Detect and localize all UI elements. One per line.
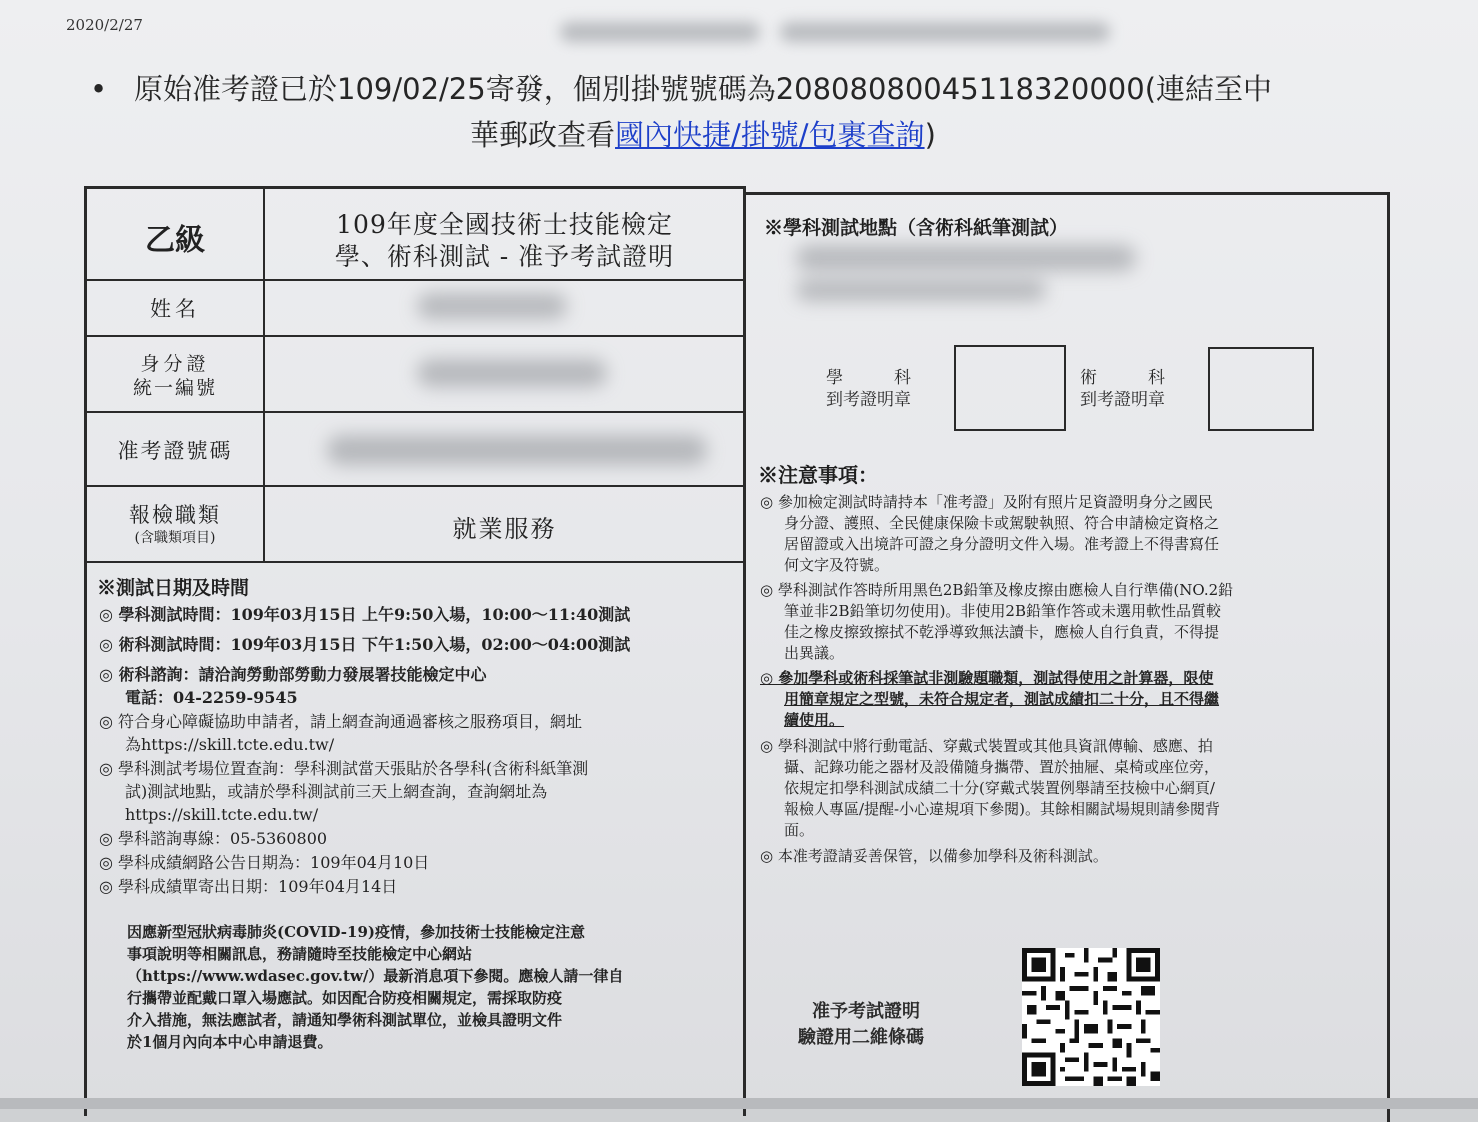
schedule-item: 試)測試地點，或請於學科測試前三天上網查詢，查詢網址為	[125, 782, 548, 801]
schedule-item: ◎ 學科諮詢專線：05-5360800	[99, 829, 328, 848]
category-value: 就業服務	[452, 515, 557, 543]
covid-notice-line: 行攜帶並配戴口罩入場應試。如因配合防疫相關規定，需採取防疫	[127, 989, 563, 1007]
category-label: 報檢職類	[129, 503, 221, 527]
covid-notice-line: 介入措施，無法應試者，請通知學術科測試單位，並檢具證明文件	[127, 1011, 563, 1029]
certificate-title-line-2: 學、術科測試 - 准予考試證明	[334, 242, 675, 271]
schedule-item: 電話：04-2259-9545	[125, 688, 298, 707]
redacted-location	[796, 245, 1136, 271]
table-divider	[87, 335, 746, 337]
schedule-item: ◎ 學科測試考場位置查詢：學科測試當天張貼於各學科(含術科紙筆測	[99, 759, 589, 778]
redacted-header-title-2	[780, 22, 1110, 42]
note-line-emphasis: 續使用。	[784, 711, 845, 729]
note-line: 依規定扣學科測試成績二十分(穿戴式裝置例舉請至技檢中心網頁/	[784, 779, 1215, 797]
screen-bottom-edge	[0, 1098, 1478, 1109]
covid-notice-line: 事項說明等相關訊息，務請隨時至技能檢定中心網站	[127, 945, 473, 963]
note-line: 攝、記錄功能之器材及設備隨身攜帶、置於抽屜、桌椅或座位旁，	[784, 758, 1220, 776]
tracking-link[interactable]: 國內快捷/掛號/包裹查詢	[615, 118, 925, 152]
redacted-name	[417, 293, 567, 319]
note-line: 身分證、護照、全民健康保險卡或駕駛執照、符合申請檢定資格之	[784, 514, 1220, 532]
table-divider	[87, 485, 746, 487]
note-line: 居留證或入出境許可證之身分證明文件入場。准考證上不得書寫任	[784, 535, 1220, 553]
schedule-item: ◎ 符合身心障礙協助申請者，請上網查詢通過審核之服務項目，網址	[99, 712, 583, 731]
schedule-item: ◎ 學科成績網路公告日期為：109年04月10日	[99, 853, 430, 872]
table-divider	[87, 411, 746, 413]
note-line: ◎ 本准考證請妥善保管，以備參加學科及術科測試。	[760, 847, 1108, 865]
schedule-item: ◎ 學科成績單寄出日期：109年04月14日	[99, 877, 398, 896]
covid-notice-line: 因應新型冠狀病毒肺炎(COVID-19)疫情，參加技術士技能檢定注意	[127, 923, 585, 941]
practical-stamp-label-1: 術 科	[1080, 368, 1165, 388]
certificate-title-line-1: 109年度全國技術士技能檢定	[336, 210, 673, 239]
note-line-emphasis: ◎ 參加學科或術科採筆試非測驗題職類，測試得使用之計算器，限使	[760, 669, 1214, 687]
practical-stamp-label-2: 到考證明章	[1080, 390, 1165, 410]
schedule-item: ◎ 術科測試時間：109年03月15日 下午1:50入場，02:00～04:00測試	[99, 635, 631, 654]
redacted-admission-number	[327, 435, 707, 465]
schedule-title: ※測試日期及時間	[97, 577, 250, 599]
covid-notice-line: （https://www.wdasec.gov.tw/）最新消息項下參閱。應檢人請一律自	[127, 967, 624, 985]
redacted-location-2	[796, 279, 1046, 301]
notice-line-1: 原始准考證已於109/02/25寄發，個別掛號號碼為20808080045118320000(連結至中	[134, 72, 1273, 106]
id-label-line-1: 身分證	[140, 353, 210, 375]
bullet: •	[90, 72, 108, 106]
notes-title: ※注意事項：	[758, 463, 878, 487]
note-line: 面。	[784, 821, 815, 839]
category-sublabel: (含職類項目)	[134, 530, 216, 546]
notice-line-2-suffix: )	[924, 118, 936, 152]
note-line: 何文字及符號。	[784, 556, 890, 574]
id-label-line-2: 統一編號	[132, 377, 217, 399]
note-line: 出異議。	[784, 644, 845, 662]
notice-line-2-prefix: 華郵政查看	[470, 118, 616, 152]
redacted-id	[417, 359, 607, 387]
note-line: 筆並非2B鉛筆切勿使用)。非使用2B鉛筆作答或未選用軟性品質較	[784, 602, 1221, 620]
admission-number-label: 准考證號碼	[117, 439, 233, 463]
academic-stamp-label-1: 學 科	[826, 368, 911, 388]
qr-label-line-2: 驗證用二維條碼	[798, 1027, 924, 1048]
schedule-item: ◎ 學科測試時間：109年03月15日 上午9:50入場，10:00～11:40測試	[99, 605, 631, 624]
note-line: ◎ 學科測試中將行動電話、穿戴式裝置或其他具資訊傳輸、感應、拍	[760, 737, 1213, 755]
table-divider	[87, 561, 746, 563]
qr-label-line-1: 准予考試證明	[812, 1001, 920, 1022]
table-divider	[87, 279, 746, 281]
covid-notice-line: 於1個月內向本中心申請退費。	[127, 1033, 333, 1051]
test-location-title: ※學科測試地點（含術科紙筆測試）	[764, 217, 1069, 239]
note-line: 佳之橡皮擦致擦拭不乾淨導致無法讀卡，應檢人自行負責，不得提	[784, 623, 1220, 641]
practical-stamp-box	[1208, 347, 1314, 431]
print-date: 2020/2/27	[66, 16, 143, 34]
schedule-item: 為https://skill.tcte.edu.tw/	[125, 735, 335, 754]
name-label: 姓名	[150, 297, 200, 321]
notice-line-2	[470, 112, 936, 158]
redacted-header-title	[560, 22, 760, 42]
academic-stamp-box	[954, 345, 1066, 431]
schedule-item: https://skill.tcte.edu.tw/	[125, 805, 319, 824]
qr-code-icon	[1022, 948, 1160, 1086]
note-line-emphasis: 用簡章規定之型號，未符合規定者，測試成績扣二十分，且不得繼	[784, 690, 1220, 708]
note-line: 報檢人專區/提醒-小心違規項下參閱)。其餘相關試場規則請參閱背	[784, 800, 1220, 818]
note-line: ◎ 參加檢定測試時請持本「准考證」及附有照片足資證明身分之國民	[760, 493, 1213, 511]
academic-stamp-label-2: 到考證明章	[826, 390, 911, 410]
certificate-left-panel	[84, 186, 746, 1116]
note-line: ◎ 學科測試作答時所用黑色2B鉛筆及橡皮擦由應檢人自行準備(NO.2鉛	[760, 581, 1234, 599]
grade-label: 乙級	[145, 223, 205, 258]
schedule-item: ◎ 術科諮詢：請洽詢勞動部勞動力發展署技能檢定中心	[99, 665, 487, 684]
